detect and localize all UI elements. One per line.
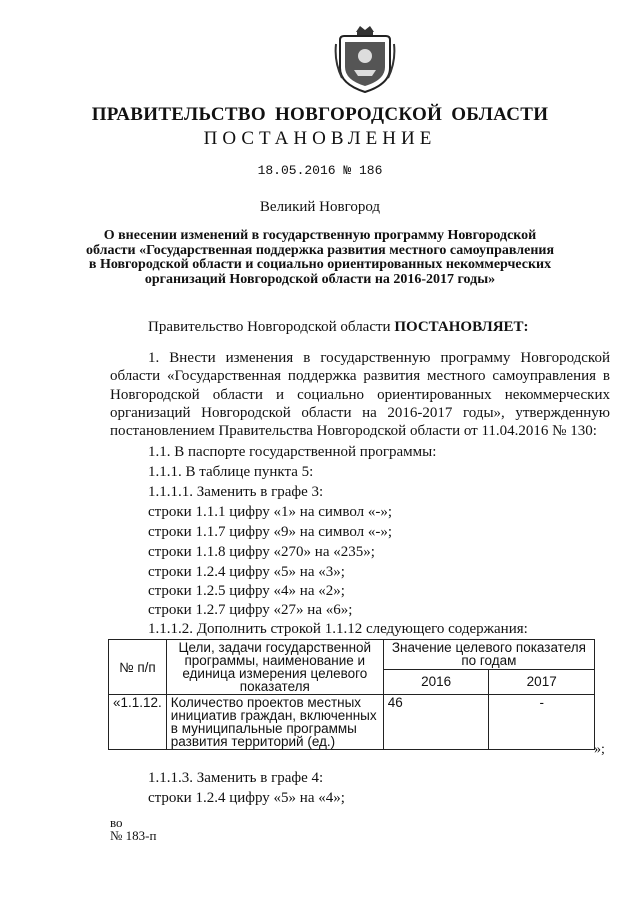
- sub-item: строки 1.2.5 цифру «4» на «2»;: [148, 583, 345, 599]
- item1-line: постановлением Правительства Новгородской области от 11.04.2016 № 130:: [110, 423, 597, 439]
- item1-line: организаций Новгородской области на 2016-2017 годы», утвержденную: [110, 405, 610, 421]
- footer-number: № 183-п: [110, 828, 157, 843]
- sub-item: строки 1.1.1 цифру «1» на символ «-»;: [148, 504, 393, 520]
- sub-item: строки 1.1.7 цифру «9» на символ «-»;: [148, 524, 393, 540]
- sub-item: строки 1.1.8 цифру «270» на «235»;: [148, 544, 375, 560]
- row-value-2017: -: [489, 695, 595, 750]
- document-type: ПОСТАНОВЛЕНИЕ: [203, 128, 437, 149]
- decree-intro: Правительство Новгородской области ПОСТАНОВЛЯЕТ:: [148, 319, 529, 335]
- item1-line: области «Государственная поддержка развития местного самоуправления в: [110, 368, 610, 384]
- government-title: ПРАВИТЕЛЬСТВО НОВГОРОДСКОЙ ОБЛАСТИ: [91, 104, 549, 125]
- sub-item: 1.1. В паспорте государственной программы:: [148, 444, 437, 460]
- sub-item: строки 1.2.4 цифру «5» на «4»;: [148, 790, 345, 806]
- item1-line: Новгородской области и социально ориентированных некоммерческих: [110, 387, 610, 403]
- city: Великий Новгород: [259, 199, 381, 215]
- document-subject: О внесении изменений в государственную программу Новгородской области «Государственная поддержка развития местного самоуправления в Новгородской области и социально ориентированных некоммерческих организаций Новгородской области на 2016-2017 годы»: [85, 228, 555, 287]
- sub-item: 1.1.1.1. Заменить в графе 3:: [148, 484, 324, 500]
- sub-item: 1.1.1. В таблице пункта 5:: [148, 464, 314, 480]
- indicator-table: [108, 639, 595, 750]
- row-goal: Количество проектов местных инициатив граждан, включенных в муниципальные программы развития территорий (ед.): [166, 695, 383, 750]
- header-value: Значение целевого показателя по годам: [383, 640, 594, 670]
- row-no: «1.1.12.: [109, 695, 167, 750]
- sub-item: строки 1.2.7 цифру «27» на «6»;: [148, 602, 353, 618]
- footer-code: во: [110, 815, 123, 830]
- header-year-2017: 2017: [489, 669, 595, 694]
- header-no: № п/п: [109, 640, 167, 695]
- table-closing-quote: »;: [594, 742, 605, 757]
- sub-item: 1.1.1.2. Дополнить строкой 1.1.12 следующего содержания:: [148, 621, 528, 637]
- coat-of-arms-icon: [334, 22, 396, 94]
- row-value-2016: 46: [383, 695, 489, 750]
- header-year-2016: 2016: [383, 669, 489, 694]
- date-number: 18.05.2016 № 186: [257, 163, 383, 178]
- table-row: [109, 695, 595, 750]
- item1-line: 1. Внести изменения в государственную программу Новгородской: [148, 350, 610, 366]
- sub-item: 1.1.1.3. Заменить в графе 4:: [148, 770, 324, 786]
- header-goal: Цели, задачи государственной программы, наименование и единица измерения целевого показателя: [166, 640, 383, 695]
- sub-item: строки 1.2.4 цифру «5» на «3»;: [148, 564, 345, 580]
